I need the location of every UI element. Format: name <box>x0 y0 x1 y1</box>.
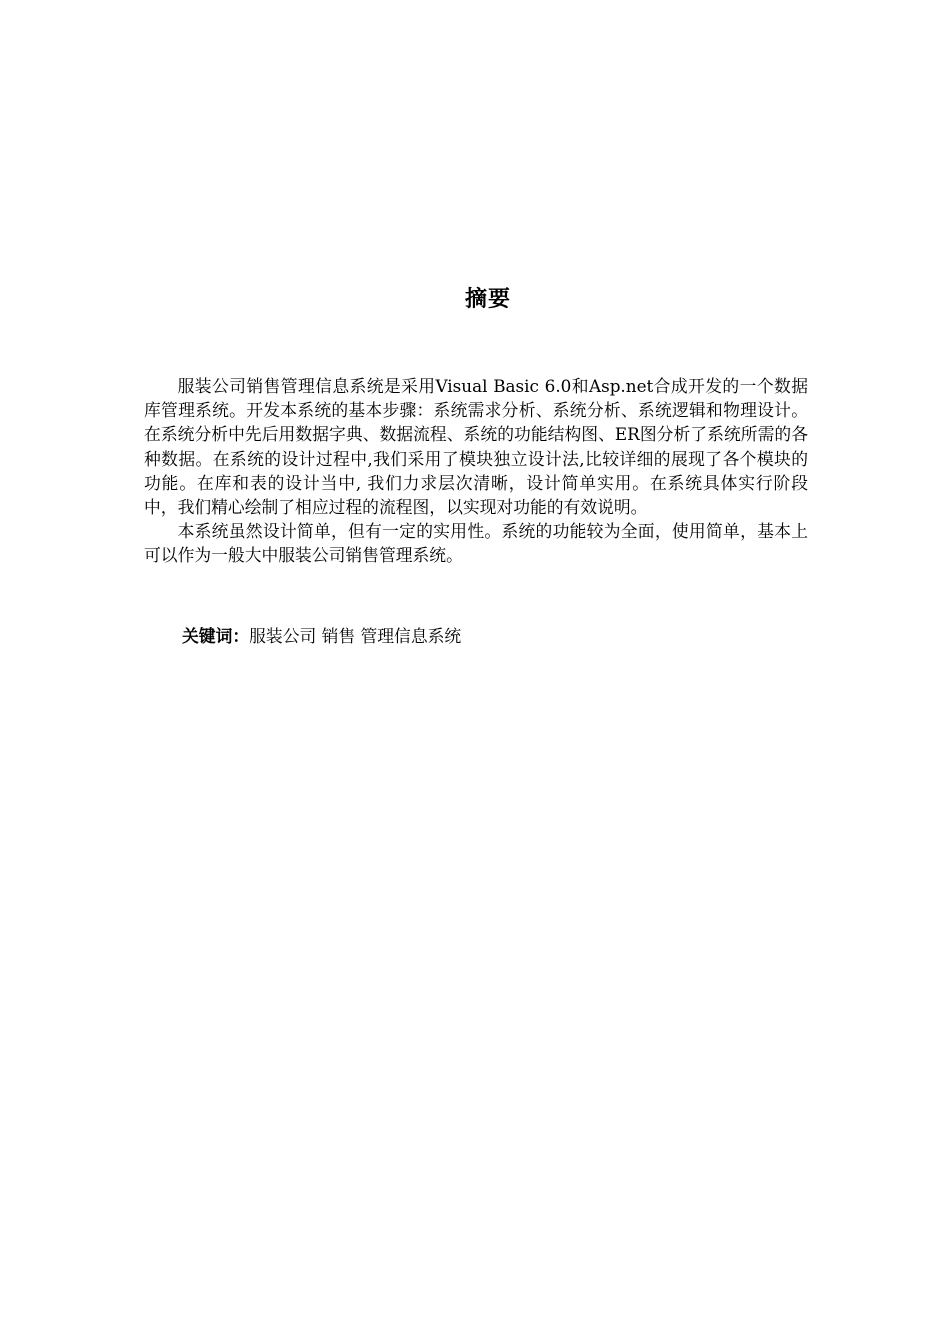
keywords-label: 关键词： <box>182 626 250 646</box>
keywords-line <box>182 624 802 648</box>
keywords-value: 服装公司 销售 管理信息系统 <box>249 626 462 646</box>
abstract-paragraph-2: 本系统虽然设计简单，但有一定的实用性。系统的功能较为全面，使用简单，基本上可以作为一般大中服装公司销售管理系统。 <box>144 521 808 566</box>
page-title: 摘要 <box>464 287 511 312</box>
abstract-paragraph-1: 服装公司销售管理信息系统是采用Visual Basic 6.0和Asp.net合成开发的一个数据库管理系统。开发本系统的基本步骤：系统需求分析、系统分析、系统逻辑和物理设计。在系统分析中先后用数据字典、数据流程、系统的功能结构图、ER图分析了系统所需的各种数据。在系统的设计过程中,我们采用了模块独立设计法,比较详细的展现了各个模块的功能。在库和表的设计当中, 我们力求层次清晰，设计简单实用。在系统具体实行阶段中，我们精心绘制了相应过程的流程图，以实现对功能的有效说明。 <box>144 376 808 518</box>
abstract-body <box>144 374 808 568</box>
